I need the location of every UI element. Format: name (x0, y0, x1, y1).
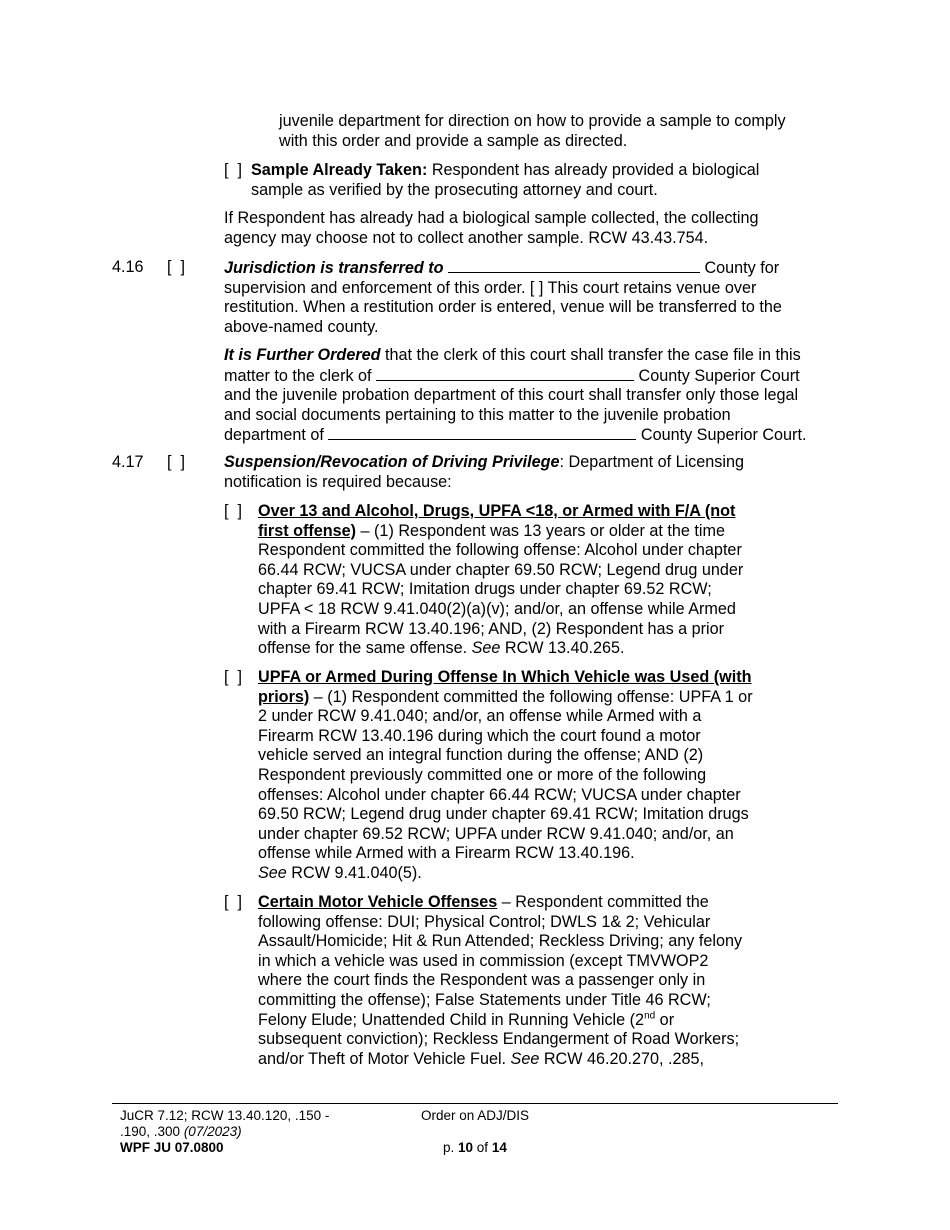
section-number-4-16: 4.16 (112, 258, 144, 276)
total-pages: 14 (491, 1140, 507, 1155)
text-line: – Respondent committed the (497, 893, 709, 911)
text-line: and social documents pertaining to this matter to the juvenile probation (224, 405, 731, 424)
text-line: UPFA < 18 RCW 9.41.040(2)(a)(v); and/or, an offense while Armed (258, 599, 736, 618)
text-line: RCW 9.41.040(5). (286, 863, 422, 882)
text-line: sample as verified by the prosecuting attorney and court. (251, 180, 658, 199)
text-line: vehicle served an integral function during the offense; AND (2) (258, 746, 704, 765)
text-line: Firearm RCW 13.40.196 during which the court found a motor (258, 726, 701, 745)
sample-already-taken (251, 161, 759, 200)
text-line: subsequent conviction); Reckless Endangerment of Road Workers; (258, 1030, 740, 1049)
county-blank[interactable] (448, 258, 700, 273)
text-line: agency may choose not to collect another sample. RCW 43.43.754. (224, 228, 709, 247)
section-4-16-checkbox[interactable]: [ ] (167, 258, 185, 276)
see-reference: See (510, 1049, 540, 1068)
text-line: offenses: Alcohol under chapter 66.44 RCW; VUCSA under chapter (258, 785, 741, 804)
text-line: offense while Armed with a Firearm RCW 13.40.196. (258, 844, 635, 863)
text-line: Respondent previously committed one or more of the following (258, 765, 707, 784)
option-1-checkbox[interactable]: [ ] (224, 502, 242, 520)
text-line: or (655, 1010, 675, 1029)
text-line: chapter 69.41 RCW; Imitation drugs under chapter 69.52 RCW; (258, 580, 712, 599)
text-line: and the juvenile probation department of this court shall transfer only those legal (224, 386, 799, 405)
further-ordered-title: It is Further Ordered (224, 346, 381, 364)
option-motor-vehicle (258, 893, 742, 1069)
text-line: with a Firearm RCW 13.40.196; AND, (2) Respondent has a prior (258, 619, 725, 638)
text-line: : Department of Licensing (559, 453, 744, 471)
text-line: 2 under RCW 9.41.040; and/or, an offense while Armed with a (258, 707, 702, 726)
text-line: – (1) Respondent was 13 years or older at the time (356, 521, 725, 540)
superscript: nd (644, 1010, 656, 1022)
text-line: above-named county. (224, 317, 379, 336)
footer-rule (112, 1103, 838, 1104)
text-line: RCW 46.20.270, .285, (539, 1049, 705, 1068)
text-line: – (1) Respondent committed the following offense: UPFA 1 or (309, 687, 753, 706)
section-number-4-17: 4.17 (112, 453, 144, 471)
text-line: If Respondent has already had a biological sample collected, the collecting (224, 209, 759, 227)
see-reference: See (471, 639, 501, 658)
text-line: juvenile department for direction on how to provide a sample to comply (279, 112, 786, 130)
text-line: and/or Theft of Motor Vehicle Fuel. (258, 1049, 511, 1068)
text-line: restitution. When a restitution order is entered, venue will be transferred to the (224, 298, 782, 317)
sample-title: Sample Already Taken: (251, 161, 428, 179)
option-2-heading-2: priors) (258, 687, 310, 706)
option-1-heading: Over 13 and Alcohol, Drugs, UPFA <18, or Armed with F/A (not (258, 502, 736, 520)
driving-privilege (224, 453, 744, 492)
text-line: County Superior Court. (636, 426, 807, 445)
text-line: under chapter 69.52 RCW; UPFA under RCW 9.41.040; and/or, an (258, 824, 734, 843)
option-3-checkbox[interactable]: [ ] (224, 893, 242, 911)
text-line: 66.44 RCW; VUCSA under chapter 69.50 RCW; Legend drug under (258, 560, 744, 579)
sample-checkbox[interactable]: [ ] (224, 161, 242, 179)
text-line: Respondent committed the following offense: Alcohol under chapter (258, 541, 742, 560)
footer-line: JuCR 7.12; RCW 13.40.120, .150 - (120, 1108, 330, 1123)
jurisdiction-title: Jurisdiction is transferred to (224, 259, 444, 277)
text-line: with this order and provide a sample as directed. (279, 131, 628, 150)
text-line: supervision and enforcement of this order. [ ] This court retains venue over (224, 278, 757, 297)
text-line: Felony Elude; Unattended Child in Running Vehicle (2 (258, 1010, 645, 1029)
option-upfa-armed (258, 668, 753, 884)
driving-privilege-title: Suspension/Revocation of Driving Privilege (224, 453, 560, 471)
text-line: where the court finds the Respondent was a passenger only in (258, 971, 706, 990)
jurisdiction-transfer (224, 258, 839, 337)
continuation-paragraph (279, 112, 786, 151)
option-over-13 (258, 502, 743, 659)
text-line: RCW 13.40.265. (500, 639, 625, 658)
text-line: 69.50 RCW; Legend drug under chapter 69.41 RCW; Imitation drugs (258, 805, 749, 824)
current-page: 10 (458, 1140, 474, 1155)
section-4-17-checkbox[interactable]: [ ] (167, 453, 185, 471)
footer-form-title: Order on ADJ/DIS (421, 1108, 530, 1123)
text-line: offense for the same offense. (258, 639, 472, 658)
text-line: Assault/Homicide; Hit & Run Attended; Reckless Driving; any felony (258, 932, 743, 951)
option-3-heading: Certain Motor Vehicle Offenses (258, 893, 498, 911)
page-of: of (473, 1140, 492, 1155)
text-line: County for (699, 259, 780, 277)
text-line: committing the offense); False Statements under Title 46 RCW; (258, 990, 711, 1009)
text-line: that the clerk of this court shall transfer the case file in this (380, 346, 801, 364)
text-line: following offense: DUI; Physical Control; DWLS 1& 2; Vehicular (258, 912, 711, 931)
form-number: WPF JU 07.0800 (120, 1140, 224, 1155)
text-line: notification is required because: (224, 472, 452, 491)
if-sample-paragraph (224, 209, 759, 248)
probation-county-blank[interactable] (328, 425, 636, 440)
text-line: County Superior Court (634, 366, 800, 385)
option-2-checkbox[interactable]: [ ] (224, 668, 242, 686)
footer-line: .190, .300 (120, 1124, 184, 1139)
option-1-heading-2: first offense) (258, 521, 357, 540)
page-label: p. (443, 1140, 459, 1155)
text-line: matter to the clerk of (224, 366, 377, 385)
see-reference: See (258, 863, 287, 882)
page-number (443, 1140, 507, 1156)
text-line: Respondent has already provided a biological (427, 161, 760, 179)
option-2-heading: UPFA or Armed During Offense In Which Vehicle was Used (with (258, 668, 752, 686)
footer-date: (07/2023) (183, 1124, 242, 1139)
further-ordered (224, 346, 839, 446)
footer-citation (120, 1108, 329, 1156)
text-line: department of (224, 426, 329, 445)
clerk-county-blank[interactable] (376, 366, 634, 381)
text-line: in which a vehicle was used in commission (except TMVWOP2 (258, 951, 709, 970)
